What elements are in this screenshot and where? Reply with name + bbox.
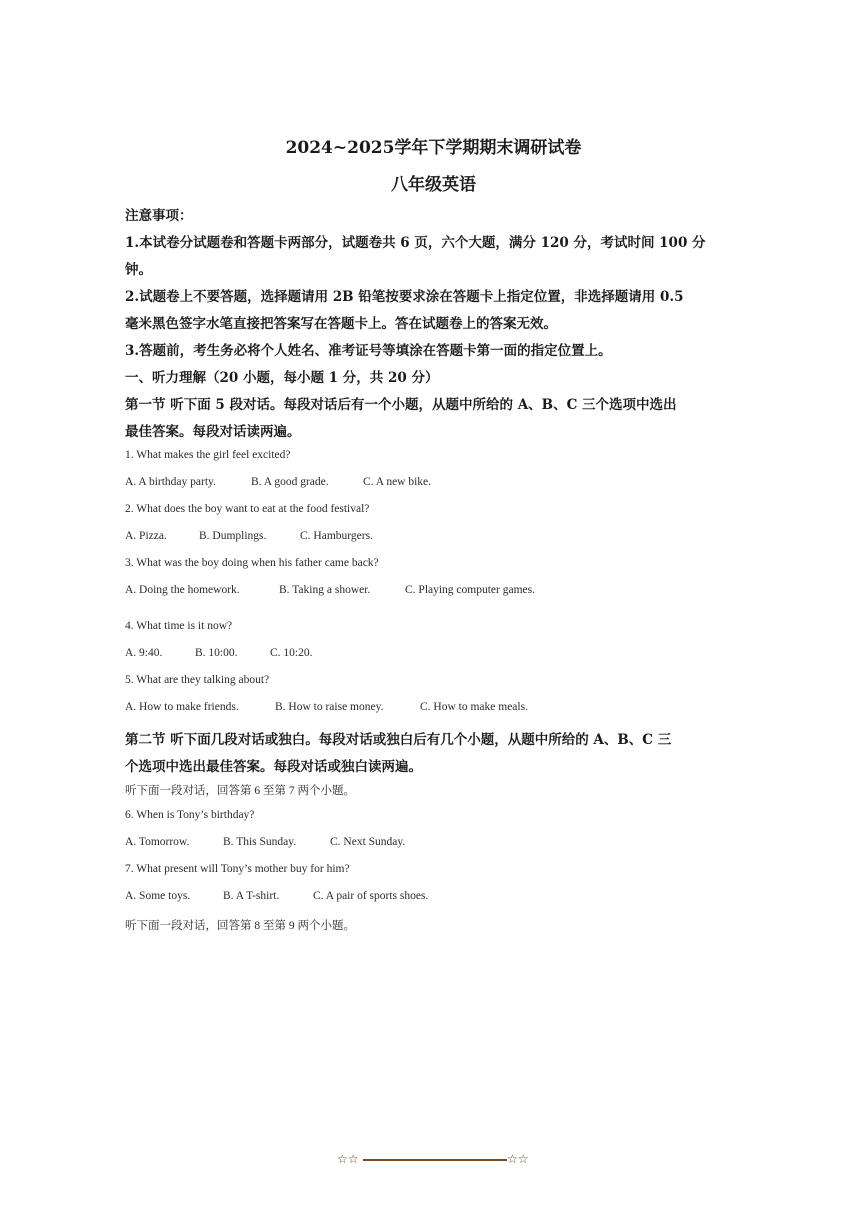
option-a: A. A birthday party. [125, 476, 216, 488]
question-4: 4. What time is it now? [125, 620, 233, 632]
section-2-line-2: 个选项中选出最佳答案。每段对话或独白读两遍。 [125, 759, 422, 775]
option-a: A. Tomorrow. [125, 836, 190, 848]
question-7: 7. What present will Tony’s mother buy for him? [125, 863, 350, 875]
option-b: B. 10:00. [195, 647, 238, 659]
question-4-options [125, 647, 313, 659]
question-2: 2. What does the boy want to eat at the food festival? [125, 503, 370, 515]
note-1-line-2: 钟。 [125, 262, 152, 278]
option-a: A. 9:40. [125, 647, 163, 659]
star-icon: ☆☆ [337, 1152, 359, 1166]
option-b: B. This Sunday. [223, 836, 297, 848]
question-6-options [125, 836, 405, 848]
page-footer-ornament [337, 1151, 533, 1167]
footer-divider [363, 1159, 507, 1161]
question-7-options [125, 890, 428, 902]
question-2-options [125, 530, 373, 542]
question-3: 3. What was the boy doing when his father came back? [125, 557, 379, 569]
option-a: A. Some toys. [125, 890, 191, 902]
option-b: B. Dumplings. [199, 530, 267, 542]
note-2-line-1: 2.试题卷上不要答题，选择题请用 2B 铅笔按要求涂在答题卡上指定位置，非选择题请用 0.5 [125, 289, 684, 305]
option-a: A. Doing the homework. [125, 584, 240, 596]
option-c: C. Hamburgers. [300, 530, 373, 542]
question-6: 6. When is Tony’s birthday? [125, 809, 255, 821]
option-a: A. Pizza. [125, 530, 167, 542]
option-c: C. 10:20. [270, 647, 313, 659]
note-1-line-1: 1.本试卷分试题卷和答题卡两部分，试题卷共 6 页，六个大题，满分 120 分，考试时间 100 分 [125, 235, 706, 251]
notes-heading: 注意事项： [125, 208, 193, 224]
question-5-options [125, 701, 528, 713]
section-1-line-2: 最佳答案。每段对话读两遍。 [125, 424, 301, 440]
question-3-options [125, 584, 535, 596]
part-1-heading: 一、听力理解（20 小题，每小题 1 分，共 20 分） [125, 370, 439, 386]
option-b: B. How to raise money. [275, 701, 384, 713]
note-3: 3.答题前，考生务必将个人姓名、准考证号等填涂在答题卡第一面的指定位置上。 [125, 343, 612, 359]
option-c: C. How to make meals. [420, 701, 528, 713]
option-a: A. How to make friends. [125, 701, 239, 713]
question-1: 1. What makes the girl feel excited? [125, 449, 291, 461]
instruction-6-7: 听下面一段对话，回答第 6 至第 7 两个小题。 [125, 785, 355, 797]
option-c: C. Next Sunday. [330, 836, 406, 848]
option-b: B. Taking a shower. [279, 584, 371, 596]
section-2-line-1: 第二节 听下面几段对话或独白。每段对话或独白后有几个小题，从题中所给的 A、B、C 三 [125, 732, 672, 748]
option-c: C. A pair of sports shoes. [313, 890, 429, 902]
exam-title: 2024~2025学年下学期期末调研试卷 [285, 138, 582, 158]
option-b: B. A good grade. [251, 476, 329, 488]
question-5: 5. What are they talking about? [125, 674, 270, 686]
exam-subtitle: 八年级英语 [391, 175, 476, 195]
question-1-options [125, 476, 431, 488]
star-icon: ☆☆ [507, 1152, 529, 1166]
option-c: C. A new bike. [363, 476, 432, 488]
instruction-8-9: 听下面一段对话，回答第 8 至第 9 两个小题。 [125, 920, 355, 932]
note-2-line-2: 毫米黑色签字水笔直接把答案写在答题卡上。答在试题卷上的答案无效。 [125, 316, 557, 332]
section-1-line-1: 第一节 听下面 5 段对话。每段对话后有一个小题，从题中所给的 A、B、C 三个选项中选出 [125, 397, 677, 413]
option-c: C. Playing computer games. [405, 584, 535, 596]
option-b: B. A T-shirt. [223, 890, 280, 902]
